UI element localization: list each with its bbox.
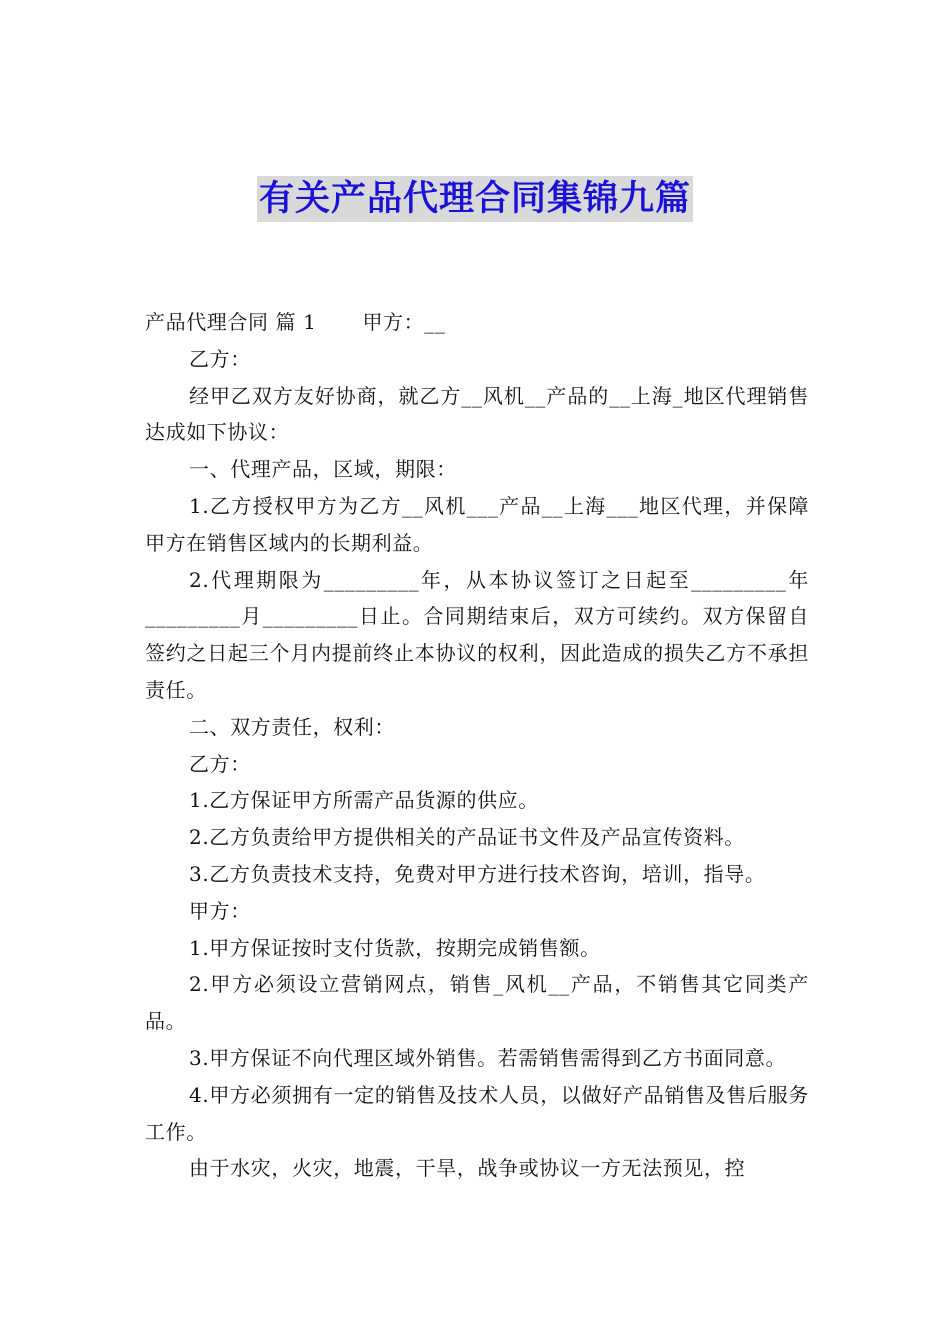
paragraph: 乙方： — [189, 346, 251, 371]
paragraph: 3.甲方保证不向代理区域外销售。若需销售需得到乙方书面同意。 — [189, 1045, 787, 1070]
paragraph: 1.乙方授权甲方为乙方__风机___产品__上海___地区代理，并保障甲方在销售区域内的长期利益。 — [145, 493, 809, 555]
paragraph: 3.乙方负责技术支持，免费对甲方进行技术咨询，培训，指导。 — [189, 861, 766, 886]
paragraph: 由于水灾，火灾，地震，干旱，战争或协议一方无法预见，控 — [189, 1156, 746, 1181]
party-a-line: 甲方：__ — [362, 310, 446, 334]
paragraph: 2.代理期限为_________年，从本协议签订之日起至_________年_________月_________日止。合同期结束后，双方可续约。双方保留自签约之日起三个月内提前终止本协议的权利，因此造成的损失乙方不承担责任。 — [145, 567, 809, 702]
paragraph: 乙方： — [189, 751, 251, 776]
paragraph: 二、双方责任，权利： — [189, 714, 395, 739]
paragraph: 2.乙方负责给甲方提供相关的产品证书文件及产品宣传资料。 — [189, 825, 745, 850]
paragraph: 甲方： — [189, 898, 251, 923]
document-body — [145, 304, 809, 1187]
paragraph: 1.乙方保证甲方所需产品货源的供应。 — [189, 788, 539, 813]
paragraph: 经甲乙双方友好协商，就乙方__风机__产品的__上海_地区代理销售达成如下协议： — [145, 383, 809, 445]
title-container — [0, 176, 950, 222]
paragraph: 1.甲方保证按时支付货款，按期完成销售额。 — [189, 935, 601, 960]
document-title: 有关产品代理合同集锦九篇 — [257, 176, 693, 222]
paragraph: 2.甲方必须设立营销网点，销售_风机__产品，不销售其它同类产品。 — [145, 972, 809, 1034]
paragraph: 4.甲方必须拥有一定的销售及技术人员，以做好产品销售及售后服务工作。 — [145, 1082, 809, 1144]
section-heading: 产品代理合同 篇 1 — [145, 310, 317, 334]
paragraph: 一、代理产品，区域，期限： — [189, 457, 457, 482]
first-line — [145, 304, 809, 341]
